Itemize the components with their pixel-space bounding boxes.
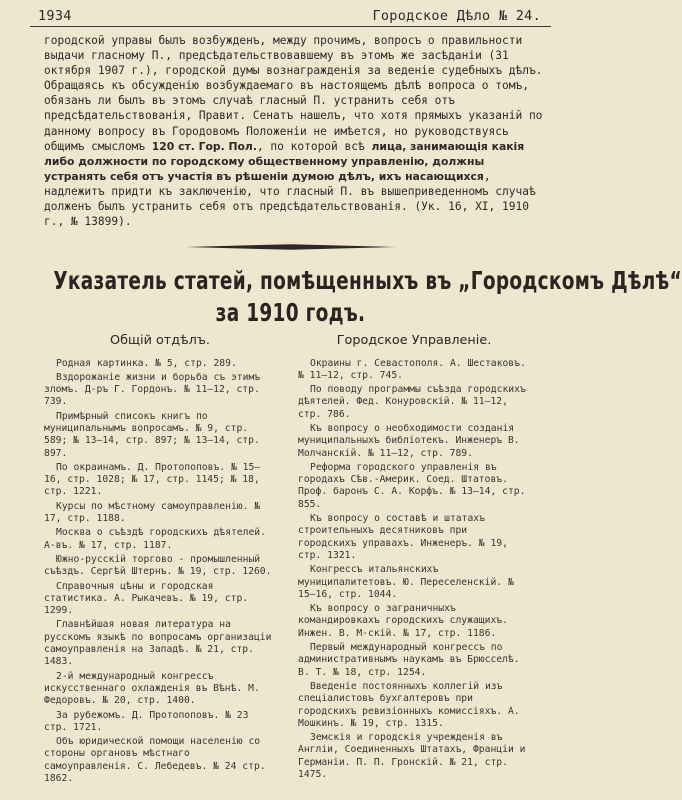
list-item: За рубежомъ. Д. Протопоповъ. № 23 стр. 1721. xyxy=(44,709,249,733)
divider-ornament xyxy=(186,243,396,251)
list-item: Первый международный конгрессъ по административнымъ наукамъ въ Брюсселѣ. В. Т. № 18, стр. 1254. xyxy=(298,642,520,678)
list-item: Къ вопросу о заграничныхъ командировкахъ городскихъ служащихъ. Инжен. В. М-скій. № 17, стр. 1186. xyxy=(298,603,508,639)
right-entries xyxy=(298,358,530,782)
list-item: Введеніе постоянныхъ коллегій изъ спеціалистовъ бухгалтеровъ при городскихъ ревизіонныхъ комиссіяхъ. А. Мошкинъ. № 19, стр. 1315. xyxy=(298,680,520,729)
index-columns xyxy=(30,335,551,787)
list-item: По поводу программы съѣзда городскихъ дѣятелей. Фед. Конуровскій. № 11—12, стр. 786. xyxy=(298,384,526,420)
header-rule xyxy=(30,26,551,27)
list-item: Конгрессъ итальянскихъ муниципалитетовъ. Ю. Переселенскій. № 15—16, стр. 1044. xyxy=(298,564,514,600)
list-item: Примѣрный списокъ книгъ по муниципальнымъ вопросамъ. № 9, стр. 589; № 13—14, стр. 897; № 13—14, стр. 897. xyxy=(44,410,260,459)
list-item: Москва о съѣздѣ городскихъ дѣятелей. А-въ. № 17, стр. 1187. xyxy=(44,527,266,551)
left-entries xyxy=(44,358,276,786)
lead-part-1: городской управы былъ возбужденъ, между прочимъ, вопросъ о правильности выдачи гласному П., предсѣдательствовавшему въ этомъ же засѣданіи (31 октября 1907 г.), городской думы вознагражденія за веденіе судебныхъ дѣлъ. Обращаясь къ обсужденію возбуждаемаго въ настоящемъ дѣлѣ вопроса о томъ, обязанъ ли былъ въ этомъ случаѣ гласный П. устранить себя отъ предсѣдательствованія, Правит. Сенатъ нашелъ, что хотя прямыхъ указаній по данному вопросу въ Городовомъ Положеніи не имѣется, но руководствуясь общимъ смысломъ xyxy=(44,34,543,153)
lead-part-3: , надлежитъ придти къ заключенію, что гласный П. въ вышеприведенномъ случаѣ долженъ былъ устранить себя отъ предсѣдательствованія. (Ук. 16, XI, 1910 г., № 13899). xyxy=(44,169,536,229)
list-item: Земскія и городскія учрежденія въ Англіи, Соединенныхъ Штатахъ, Франціи и Германіи. П. П. Гронскій. № 21, стр. 1475. xyxy=(298,732,526,781)
list-item: Вздорожаніе жизни и борьба съ этимъ зломъ. Д-ръ Г. Гордонъ. № 11—12, стр. 739. xyxy=(44,371,261,408)
right-column-heading: Городское Управленіе. xyxy=(336,333,492,349)
lead-bold-1: 120 ст. Гор. Пол. xyxy=(151,139,257,153)
index-title: Указатель статей, помѣщенныхъ въ „Городскомъ Дѣлѣ“ xyxy=(53,266,682,296)
list-item: Родная картинка. № 5, стр. 289. xyxy=(56,357,237,369)
lead-part-2: , по которой всѣ xyxy=(256,139,372,153)
list-item: Главнѣйшая новая литература на русскомъ языкѣ по вопросамъ организаціи самоуправленія на Западѣ. № 21, стр. 1483. xyxy=(44,619,272,668)
list-item: По окраинамъ. Д. Протопоповъ. № 15—16, стр. 1028; № 17, стр. 1145; № 18, стр. 1221. xyxy=(44,461,261,498)
right-column xyxy=(298,335,530,787)
page-header xyxy=(30,8,551,26)
list-item: Къ вопросу о необходимости созданія муниципальныхъ библіотекъ. Инженеръ В. Молчанскій. № 11—12, стр. 789. xyxy=(298,423,520,459)
ornamental-divider xyxy=(30,243,551,251)
list-item: Къ вопросу о составѣ и штатахъ строительныхъ десятниковъ при городскихъ управахъ. Инженеръ. № 19, стр. 1321. xyxy=(298,513,508,561)
list-item: 2-й международный конгрессъ искусственнаго охлажденія въ Вѣнѣ. М. Федоровъ. № 20, стр. 1400. xyxy=(44,670,260,707)
index-subtitle: за 1910 годъ. xyxy=(215,298,366,328)
list-item: Объ юридической помощи населенію со стороны органовъ мѣстнаго самоуправленія. С. Лебедевъ. № 24 стр. 1862. xyxy=(44,736,266,785)
lead-paragraph xyxy=(30,33,551,229)
list-item: Окраины г. Севастополя. А. Шестаковъ. № 11—12, стр. 745. xyxy=(298,357,526,381)
journal-title: Городское Дѣло № 24. xyxy=(372,8,541,24)
left-column-heading: Общій отдѣлъ. xyxy=(110,333,210,349)
lead-text xyxy=(44,33,549,229)
list-item: Справочныя цѣны и городская статистика. А. Рыкачевъ. № 19, стр. 1299. xyxy=(44,580,249,617)
list-item: Курсы по мѣстному самоуправленію. № 17, стр. 1188. xyxy=(44,500,261,525)
lead-bold-2: лица, занимающія какія либо должности по городскому общественному управленію, должны устранять себя отъ участія въ рѣшеніи думою дѣлъ, ихъ насающихся xyxy=(44,139,525,183)
list-item: Южно-русскій торгово - промышленный съѣздъ. Сергѣй Штернъ. № 19, стр. 1260. xyxy=(44,553,272,578)
left-column xyxy=(44,335,298,787)
page-number: 1934 xyxy=(38,8,72,24)
list-item: Реформа городского управленія въ городахъ Сѣв.-Америк. Соед. Штатовъ. Проф. баронъ С. А. Корфъ. № 13—14, стр. 855. xyxy=(298,461,526,510)
